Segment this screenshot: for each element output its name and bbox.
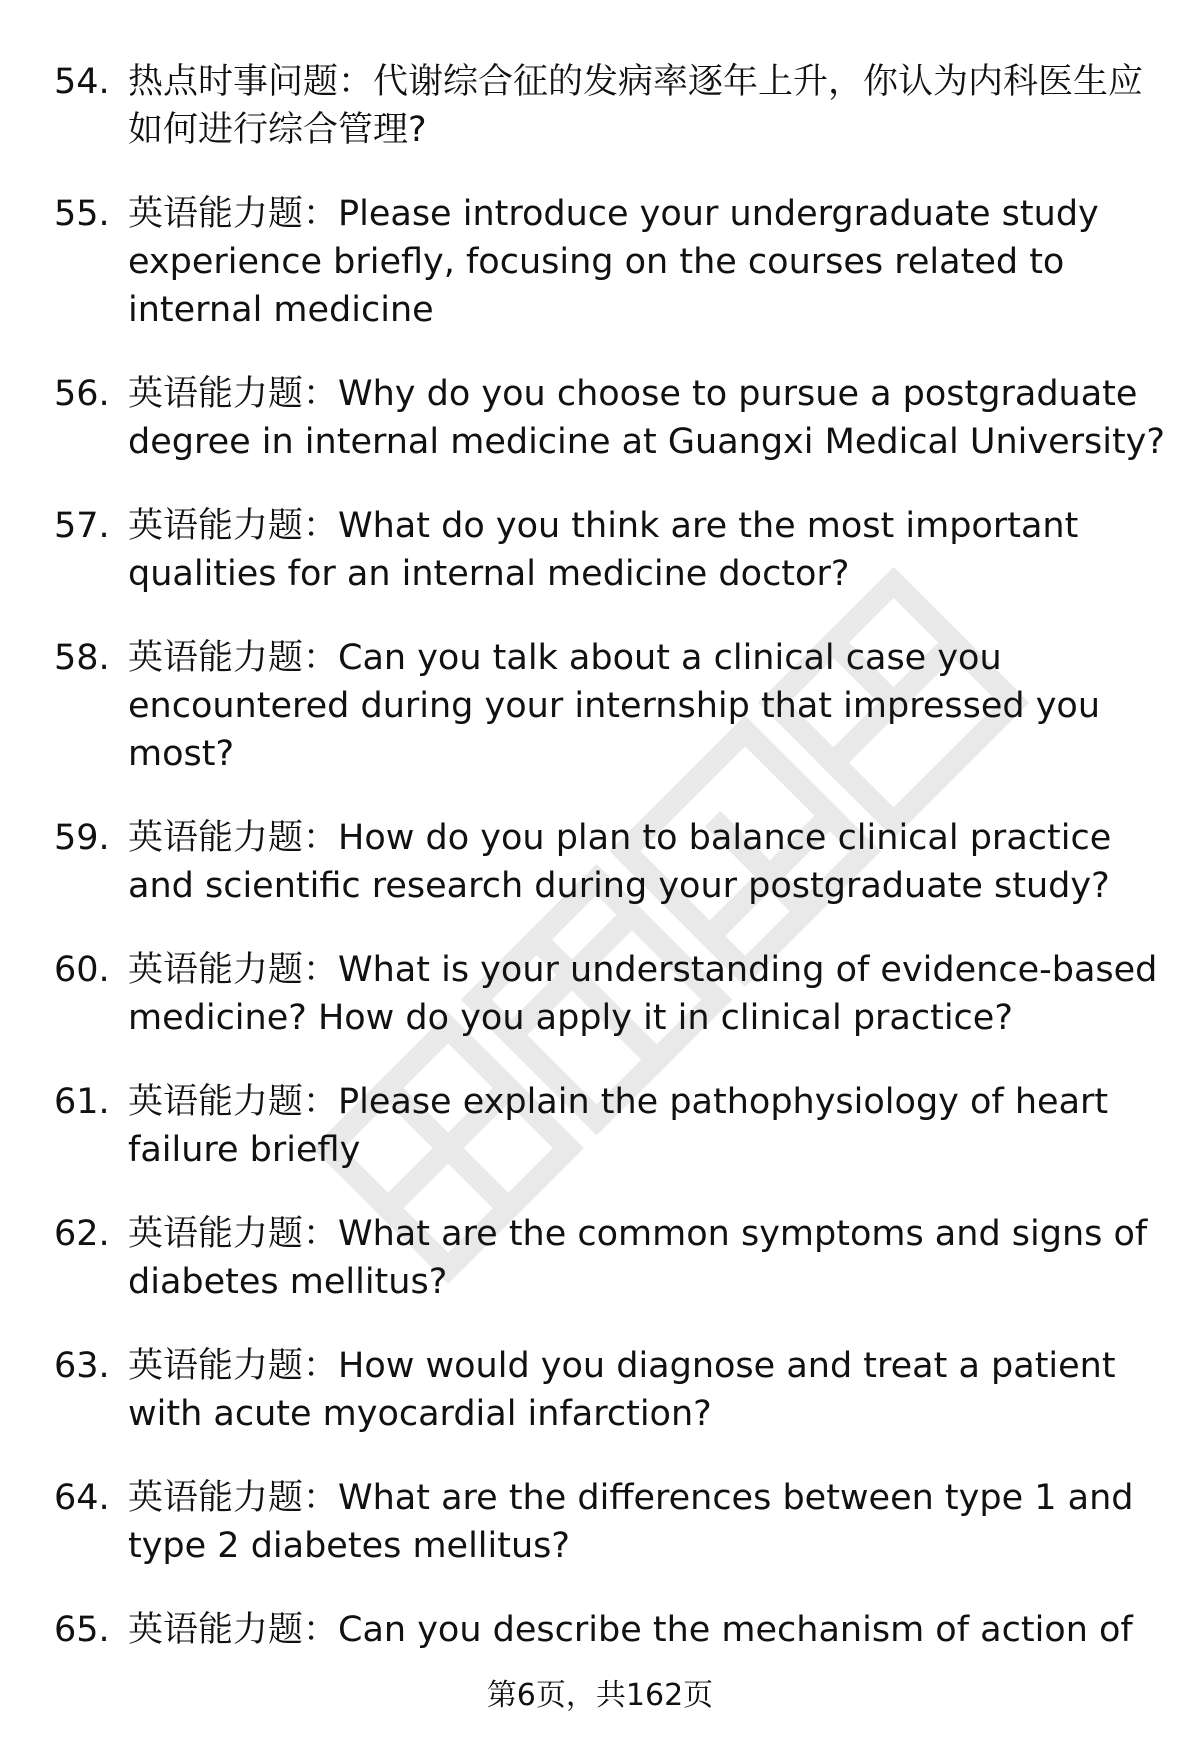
page-number: 第6页，共162页 (486, 1678, 714, 1713)
question-body (128, 814, 1173, 910)
question-text: Can you talk about a clinical case you encountered during your internship that impressed you most? (128, 638, 1101, 774)
question-text: Can you describe the mechanism of action of (338, 1610, 1133, 1650)
question-item (0, 1210, 1200, 1306)
question-category: 英语能力题： (128, 1346, 339, 1386)
question-body (128, 1210, 1173, 1306)
question-item (0, 370, 1200, 466)
question-text: How do you plan to balance clinical practice and scientific research during your postgraduate study? (128, 818, 1112, 906)
question-item (0, 1474, 1200, 1570)
question-number: 59. (54, 818, 110, 858)
question-text: How would you diagnose and treat a patient with acute myocardial infarction? (128, 1346, 1116, 1434)
question-number: 58. (54, 638, 110, 678)
question-item (0, 1078, 1200, 1174)
question-category: 英语能力题： (128, 194, 339, 234)
question-number: 55. (54, 194, 110, 234)
question-category: 英语能力题： (128, 1478, 339, 1518)
question-body (128, 1474, 1173, 1570)
question-number: 56. (54, 374, 110, 414)
page-footer (0, 1676, 1200, 1716)
question-number: 64. (54, 1478, 110, 1518)
question-item (0, 190, 1200, 334)
question-item (0, 1342, 1200, 1438)
question-list (0, 58, 1200, 1690)
question-category: 英语能力题： (128, 1610, 339, 1650)
question-item (0, 946, 1200, 1042)
question-item (0, 814, 1200, 910)
question-text: What are the differences between type 1 and type 2 diabetes mellitus? (128, 1478, 1134, 1566)
question-category: 英语能力题： (128, 1082, 339, 1122)
question-body (128, 370, 1173, 466)
question-text: 代谢综合征的发病率逐年上升，你认为内科医生应如何进行综合管理? (128, 62, 1144, 150)
question-text: Please introduce your undergraduate study experience briefly, focusing on the courses related to internal medicine (128, 194, 1099, 330)
question-number: 65. (54, 1610, 110, 1650)
question-category: 英语能力题： (128, 374, 339, 414)
question-number: 57. (54, 506, 110, 546)
question-item (0, 502, 1200, 598)
question-text: Please explain the pathophysiology of heart failure briefly (128, 1082, 1109, 1170)
question-category: 英语能力题： (128, 818, 339, 858)
question-text: What do you think are the most important qualities for an internal medicine doctor? (128, 506, 1079, 594)
question-body (128, 1606, 1173, 1654)
question-text: What is your understanding of evidence-based medicine? How do you apply it in clinical practice? (128, 950, 1158, 1038)
question-body (128, 1078, 1173, 1174)
question-item (0, 58, 1200, 154)
question-body (128, 190, 1173, 334)
question-text: Why do you choose to pursue a postgraduate degree in internal medicine at Guangxi Medical University? (128, 374, 1165, 462)
question-number: 63. (54, 1346, 110, 1386)
question-category: 英语能力题： (128, 638, 339, 678)
question-body (128, 502, 1173, 598)
question-category: 英语能力题： (128, 506, 339, 546)
question-number: 54. (54, 62, 110, 102)
question-category: 英语能力题： (128, 950, 339, 990)
question-number: 60. (54, 950, 110, 990)
question-text: What are the common symptoms and signs of diabetes mellitus? (128, 1214, 1148, 1302)
question-number: 61. (54, 1082, 110, 1122)
question-body (128, 58, 1173, 154)
question-body (128, 634, 1173, 778)
question-item (0, 1606, 1200, 1654)
question-category: 热点时事问题： (128, 62, 374, 102)
question-body (128, 946, 1173, 1042)
question-category: 英语能力题： (128, 1214, 339, 1254)
question-item (0, 634, 1200, 778)
question-number: 62. (54, 1214, 110, 1254)
question-body (128, 1342, 1173, 1438)
